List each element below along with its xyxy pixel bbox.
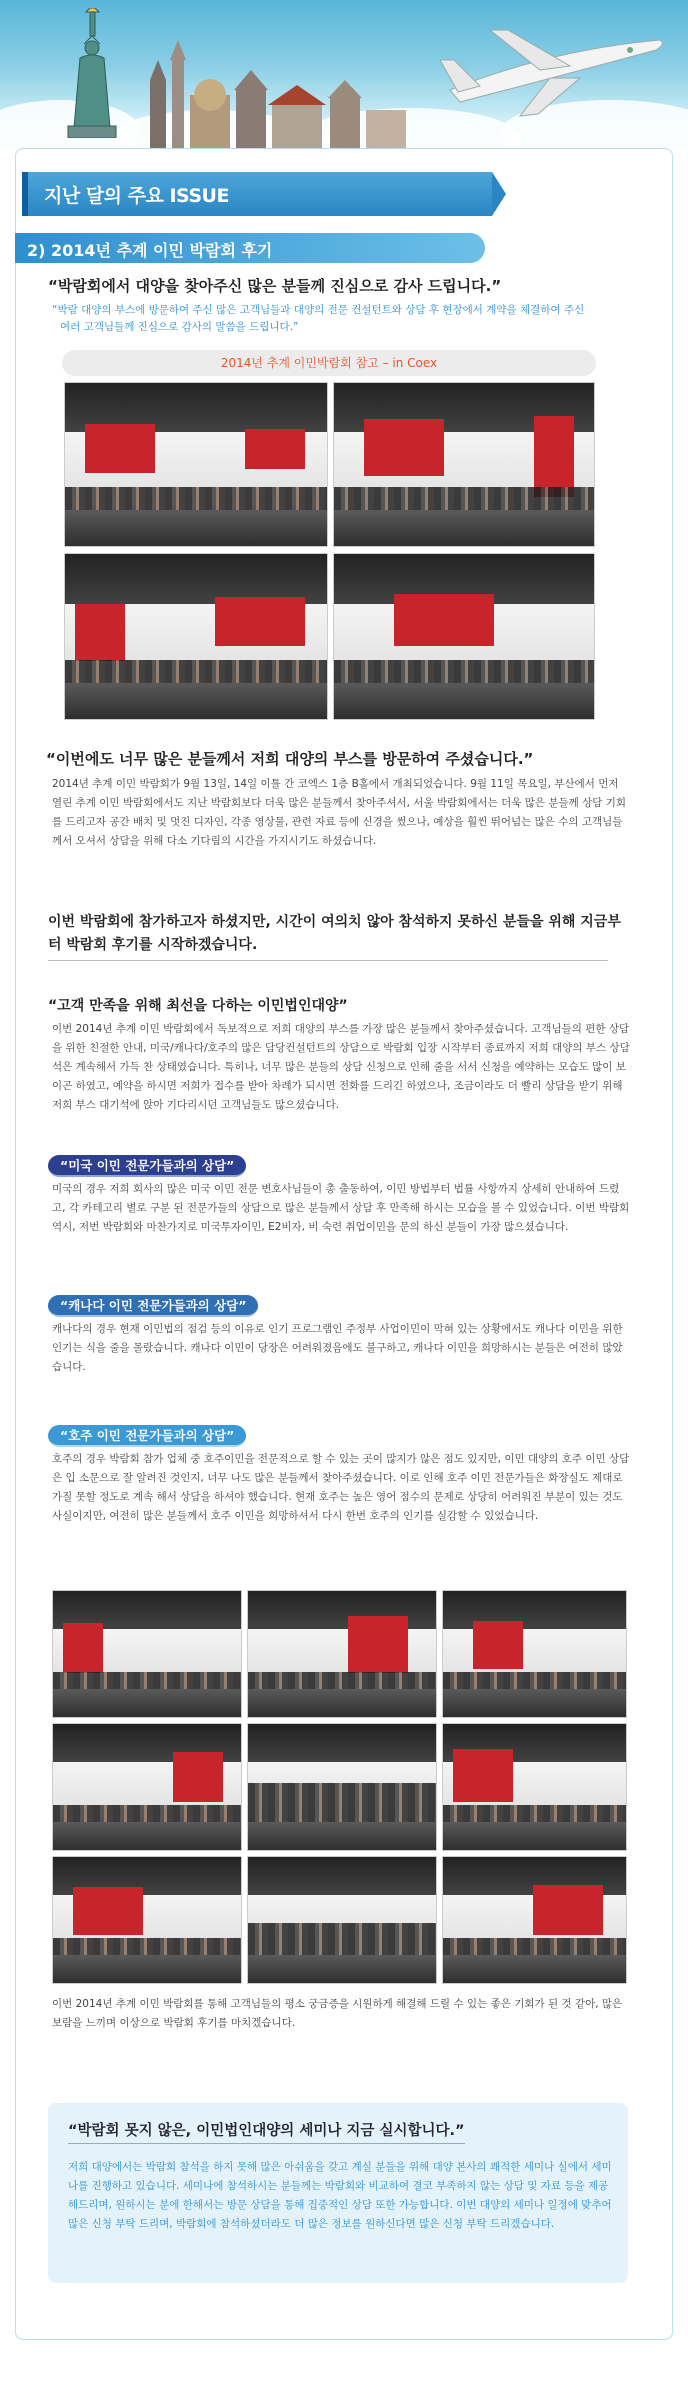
subsection-title: 2) 2014년 추계 이민 박람회 후기 (27, 241, 273, 260)
booth-photo (64, 553, 328, 720)
visit-quote: “이번에도 너무 많은 분들께서 저희 대양의 부스를 방문하여 주셨습니다.” (46, 750, 534, 768)
canada-body: 캐나다의 경우 현재 이민법의 점검 등의 이유로 인기 프로그램인 주정부 사업이민이 막혀 있는 상황에서도 캐나다 이민을 위한 인기는 식을 줄을 몰랐습니다. 캐나다 이민이 당장은 어려워졌음에도 불구하고, 캐나다 이민을 희망하시는 분들은 여전히 많았습니다. (52, 1323, 623, 1373)
visit-body: 2014년 추계 이민 박람회가 9월 13일, 14일 이틀 간 코엑스 1층 B홀에서 개최되었습니다. 9월 11일 목요일, 부산에서 먼저 열린 추계 이민 박람회에서도 지난 박람회보다 더욱 많은 분들께서 찾아주셔서, 서울 박람회에서는 더욱 많은 분들께 상담 기회를 드리고자 공간 배치 및 멋진 디자인, 각종 영상물, 관련 자료 등에 신경을 썼으나, 예상을 훨씬 뛰어넘는 많은 수의 고객님들께서 오셔서 상담을 위해 다소 기다림의 시간을 가지시기도 하셨습니다. (52, 778, 627, 847)
consultation-photo (247, 1856, 437, 1984)
title-decoration (492, 172, 506, 216)
thanks-quote: “박람회에서 대양을 찾아주신 많은 분들께 진심으로 감사 드립니다.” (48, 277, 502, 295)
booth-photo (64, 382, 328, 547)
closing-text: 이번 2014년 추계 이민 박람회를 통해 고객님들의 평소 궁금증을 시원하게 해결해 드릴 수 있는 좋은 기회가 된 것 같아, 많은 보람을 느끼며 이상으로 박람회 후기를 마치겠습니다. (52, 1998, 623, 2029)
canada-title: “캐나다 이민 전문가들과의 상담” (48, 1295, 258, 1317)
divider (48, 960, 608, 961)
header-banner (0, 0, 688, 150)
consultation-photo (52, 1590, 242, 1718)
consultation-photo (442, 1856, 627, 1984)
usa-title: “미국 이민 전문가들과의 상담” (48, 1155, 246, 1177)
section-title: 지난 달의 주요 ISSUE (44, 185, 229, 207)
subsection-title-bar (15, 233, 485, 263)
section-title-bar (22, 172, 492, 216)
statue-of-liberty-icon (50, 8, 140, 138)
consultation-photo (442, 1723, 627, 1851)
seminar-title: “박람회 못지 않은, 이민법인대양의 세미나 지금 실시합니다.” (68, 2119, 465, 2144)
photo-caption: 2014년 추계 이민박람회 참고 – in Coex (62, 350, 596, 376)
booth-photo (333, 382, 595, 547)
thanks-sub-line2: 여러 고객님들께 진심으로 감사의 말씀을 드립니다.” (60, 321, 299, 333)
consultation-photo (247, 1723, 437, 1851)
australia-title: “호주 이민 전문가들과의 상담” (48, 1425, 246, 1447)
consultation-photo (52, 1723, 242, 1851)
consultation-photo (442, 1590, 627, 1718)
australia-body: 호주의 경우 박람회 참가 업체 중 호주이민을 전문적으로 할 수 있는 곳이 많지가 않은 점도 있지만, 이민 대양의 호주 이민 상담은 입 소문으로 잘 알려진 것인지, 너무 나도 많은 분들께서 찾아주셨습니다. 이로 인해 호주 이민 전문가들은 화장실도 제대로 가질 못할 정도로 계속 해서 상담을 하셔야 했습니다. 현재 호주는 높은 영어 점수의 문제로 상당히 어려워진 부분이 있는 것도 사실이지만, 여전히 많은 분들께서 호주 이민을 희망하셔서 다시 한번 호주의 인기를 실감할 수 있었습니다. (52, 1453, 630, 1522)
notice-text: 이번 박람회에 참가하고자 하셨지만, 시간이 여의치 않아 참석하지 못하신 분들을 위해 지금부터 박람회 후기를 시작하겠습니다. (48, 914, 621, 953)
usa-body: 미국의 경우 저희 회사의 많은 미국 이민 전문 변호사님들이 총 출동하여, 이민 방법부터 법률 사항까지 상세히 안내하여 드렸고, 각 카테고리 별로 구분 된 전문가들의 상담으로 많은 분들께서 상담 후 만족해 하시는 모습을 볼 수 있었습니다. 이번 박람회 역시, 저번 박람회와 마찬가지로 미국투자이민, E2비자, 비 숙련 취업이민을 문의 하신 분들이 가장 많으셨습니다. (52, 1183, 630, 1233)
consultation-photo (247, 1590, 437, 1718)
customer-body: 이번 2014년 추계 이민 박람회에서 독보적으로 저희 대양의 부스를 가장 많은 분들께서 찾아주셨습니다. 고객님들의 편한 상담을 위한 친절한 안내, 미국/캐나다/호주의 많은 담당컨설턴트의 상담으로 박람회 입장 시작부터 종료까지 저희 대양의 부스 상담석은 계속해서 가득 찬 상태였습니다. 특히나, 너무 많은 분들의 상담 신청으로 인해 줄을 서서 신청을 예약하는 모습도 많이 보이곤 하였고, 예약을 하시면 저희가 접수를 받아 차례가 되시면 전화를 드리긴 하였으나, 조금이라도 더 빨리 상담을 받기 위해 저희 부스 대기석에 앉아 기다리시던 고객님들도 많으셨습니다. (52, 1023, 630, 1111)
seminar-box (48, 2103, 628, 2283)
customer-quote: “고객 만족을 위해 최선을 다하는 이민법인대양” (48, 998, 348, 1014)
airplane-icon (430, 20, 670, 120)
consultation-photo (52, 1856, 242, 1984)
booth-photo (333, 553, 595, 720)
thanks-sub-line1: “박람 대양의 부스에 방문하여 주신 많은 고객님들과 대양의 전문 컨설턴트와 상담 후 현장에서 계약을 체결하여 주신 (52, 304, 585, 316)
city-landmarks-icon (150, 40, 430, 150)
seminar-body: 저희 대양에서는 박람회 참석을 하지 못해 많은 아쉬움을 갖고 계실 분들을 위해 대양 본사의 쾌적한 세미나 실에서 세미나를 진행하고 있습니다. 세미나에 참석하시는 분들께는 박람회와 비교하여 결코 부족하지 않는 상담 및 자료 등을 제공해드리며, 원하시는 분에 한해서는 방문 상담을 통해 집중적인 상담 또한 가능합니다. 이번 대양의 세미나 일정에 맞추어 많은 신청 부탁 드리며, 박람회에 참석하셨더라도 더 많은 정보를 원하신다면 많은 신청 부탁 드리겠습니다. (68, 2161, 612, 2230)
